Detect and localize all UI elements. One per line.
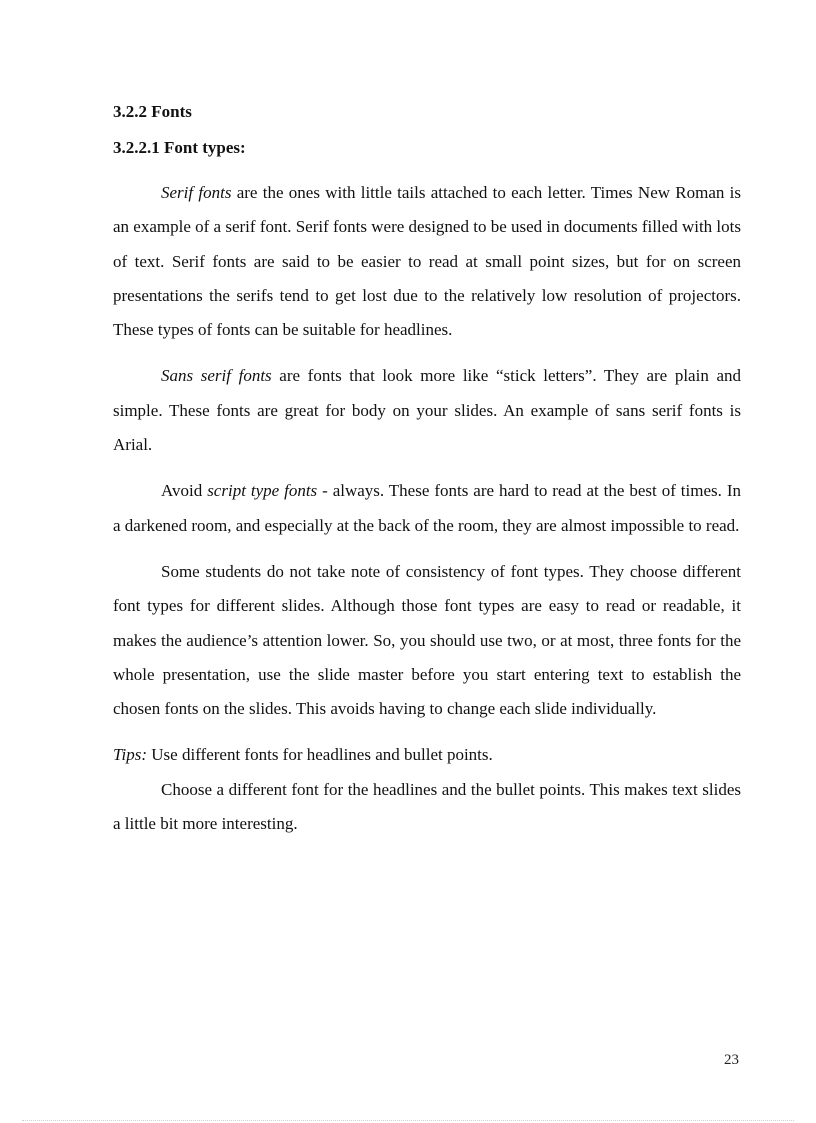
footer-divider xyxy=(22,1120,794,1121)
font-consistency-text: Some students do not take note of consistency of font types. They choose different font types for different slides. Although those font types are easy to read or readable, it makes the audience’s attention lower. So, you should use two, or at most, three fonts for the whole presentation, use the slide master before you start entering text to establish the chosen fonts on the slides. This avoids having to change each slide individually. xyxy=(113,561,741,719)
page-number: 23 xyxy=(724,1052,739,1068)
paragraph-serif-fonts xyxy=(113,176,741,347)
tips-text: Use different fonts for headlines and bullet points. xyxy=(147,745,493,765)
script-fonts-term: script type fonts xyxy=(207,481,318,501)
sans-serif-fonts-text: are fonts that look more like “stick letters”. They are plain and simple. These fonts are great for body on your slides. An example of sans serif fonts is Arial. xyxy=(113,366,741,455)
paragraph-sans-serif-fonts xyxy=(113,359,741,462)
section-heading: 3.2.2 Fonts xyxy=(113,102,192,121)
script-fonts-text: - always. These fonts are hard to read at the best of times. In a darkened room, and especially at the back of the room, they are almost impossible to read. xyxy=(113,481,741,535)
tips-body-text: Choose a different font for the headlines and the bullet points. This makes text slides a little bit more interesting. xyxy=(113,779,741,834)
tips-label: Tips: xyxy=(113,745,148,765)
sans-serif-fonts-term: Sans serif fonts xyxy=(161,366,272,386)
document-page xyxy=(113,98,741,853)
tips-paragraph xyxy=(113,773,741,842)
tips-line xyxy=(113,738,741,772)
paragraph-script-fonts xyxy=(113,474,741,543)
serif-fonts-term: Serif fonts xyxy=(161,183,232,202)
paragraph-font-consistency xyxy=(113,555,741,726)
serif-fonts-text: are the ones with little tails attached to each letter. Times New Roman is an example of a serif font. Serif fonts were designed to be used in documents filled with lots of text. Serif fonts are said to be easier to read at small point sizes, but for on screen presentations the serifs tend to get lost due to the relatively low resolution of projectors. These types of fonts can be suitable for headlines. xyxy=(113,183,742,340)
subsection-heading: 3.2.2.1 Font types: xyxy=(113,138,246,157)
script-fonts-prefix: Avoid xyxy=(161,481,208,501)
